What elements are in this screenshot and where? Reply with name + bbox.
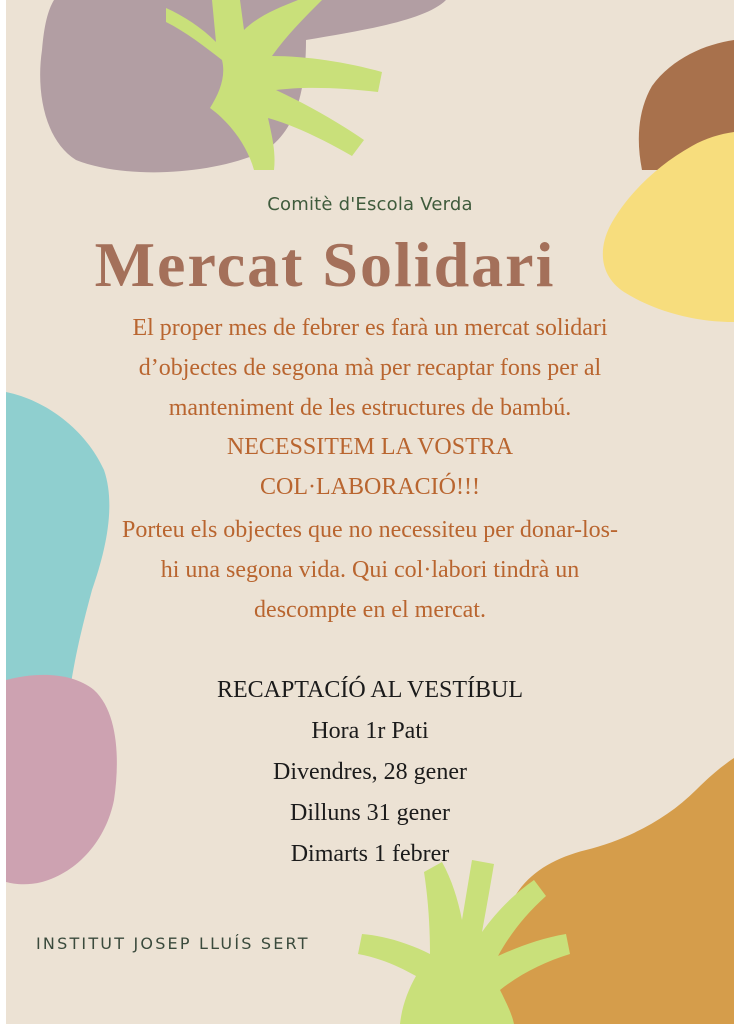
bring-line: hi una segona vida. Qui col·labori tindrà un (160, 557, 580, 583)
intro-line: d’objectes de segona mà per recaptar fons per al (138, 355, 602, 381)
schedule-item: Divendres, 28 gener (273, 759, 467, 785)
intro-paragraph (0, 308, 740, 428)
collection-info (0, 670, 740, 875)
schedule-item: Dimarts 1 febrer (290, 841, 450, 867)
intro-line: manteniment de les estructures de bambú. (168, 395, 572, 421)
schedule-item: Hora 1r Pati (311, 718, 429, 744)
intro-line: El proper mes de febrer es farà un mercat solidari (132, 315, 608, 341)
school-name: INSTITUT JOSEP LLUÍS SERT (36, 934, 310, 953)
bring-paragraph (0, 510, 740, 630)
bring-line: Porteu els objectes que no necessiteu per donar-los- (121, 517, 619, 543)
call-line: COL·LABORACIÓ!!! (260, 474, 480, 500)
poster-title: Mercat Solidari (94, 229, 556, 300)
committee-name: Comitè d'Escola Verda (267, 194, 473, 215)
call-line: NECESSITEM LA VOSTRA (226, 434, 514, 460)
schedule-item: Dilluns 31 gener (290, 800, 450, 826)
call-to-action (0, 427, 740, 507)
bring-line: descompte en el mercat. (254, 597, 486, 623)
collection-title: RECAPTACÍÓ AL VESTÍBUL (216, 677, 524, 703)
